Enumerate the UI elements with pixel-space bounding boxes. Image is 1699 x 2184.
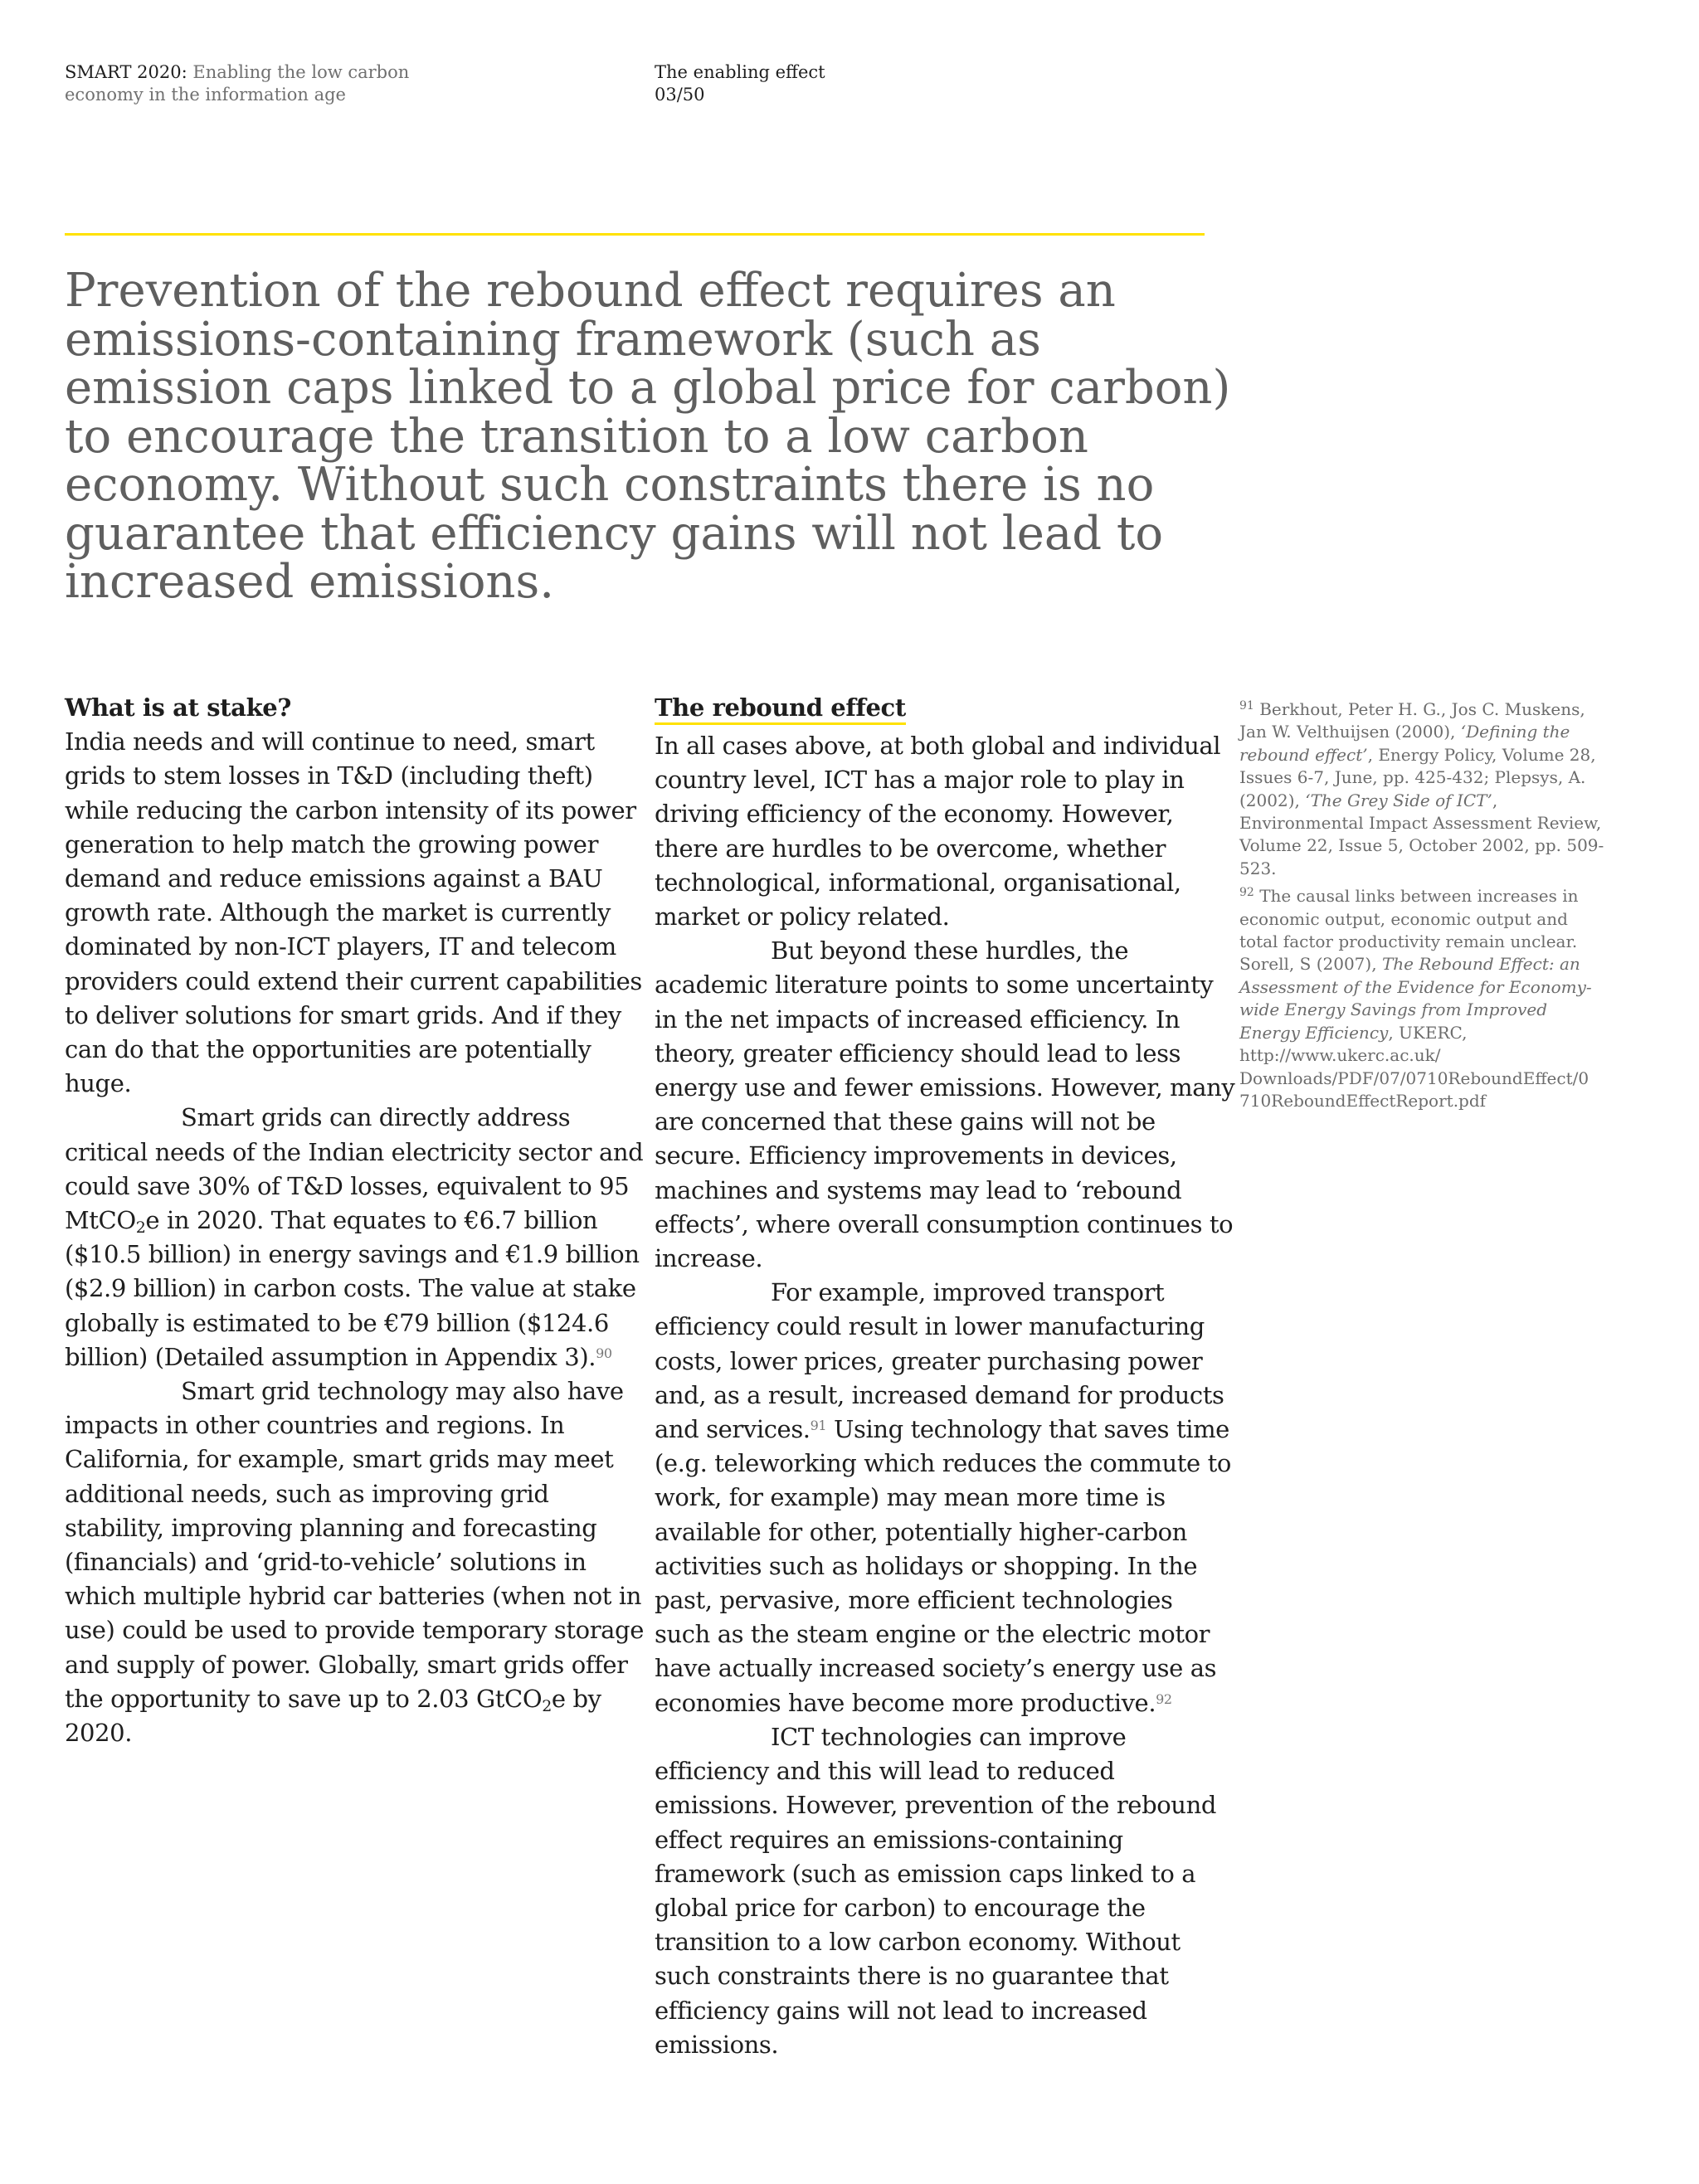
footnote-ref: 91 xyxy=(810,1418,827,1434)
yellow-divider xyxy=(65,233,1205,236)
column-rebound-effect xyxy=(655,691,1235,2062)
section-title: The enabling effect xyxy=(655,62,825,82)
doc-subtitle-line1: Enabling the low carbon xyxy=(192,62,410,82)
footnote-91: $^{91}$ Berkhout, Peter H. G., Jos C. Muskens, Jan W. Velthuijsen (2000), ‘Defining the rebound effect’, Energy Policy, Volume 28, Issues 6-7, June, pp. 425-432; Plepsys, A. (2002), ‘The Grey Side of ICT’, Environmental Impact Assessment Review, Volume 22, Issue 5, October 2002, pp. 509-523. xyxy=(1239,699,1604,878)
subscript: 2 xyxy=(135,1218,146,1238)
page-number: 03/50 xyxy=(655,85,705,105)
column-what-is-at-stake xyxy=(65,691,645,1750)
section-heading-stake: What is at stake? xyxy=(65,693,291,722)
paragraph: ICT technologies can improve efficiency and this will lead to reduced emissions. However, prevention of the rebound effect requires an emissions-containing framework (such as emission caps linked to a global price for carbon) to encourage the transition to a low carbon economy. Without such constraints there is no guarantee that efficiency gains will not lead to increased emissions. xyxy=(655,1722,1217,2059)
paragraph: Smart grid technology may also have impacts in other countries and regions. In California, for example, smart grids may meet additional needs, such as improving grid stability, improving planning and forecasting (financials) and ‘grid-to-vehicle’ solutions in which multiple hybrid car batteries (when not in use) could be used to provide temporary storage and supply of power. Globally, smart grids offer the opportunity to save up to 2.03 GtCO$_2$e by 2020. xyxy=(65,1377,644,1748)
footnote-ref: 92 xyxy=(1156,1690,1172,1707)
header-section xyxy=(655,61,1003,106)
doc-title: SMART 2020: xyxy=(65,62,187,82)
subscript: 2 xyxy=(542,1696,552,1715)
footnote-ref: 90 xyxy=(596,1345,612,1361)
header-doc-title xyxy=(65,61,413,106)
footnote-92: $^{92}$ The causal links between increases in economic output, economic output and total factor productivity remain unclear. Sorell, S (2007), The Rebound Effect: an Assessment of the Evidence for Economy-wide Energy Savings from Improved Energy Efficiency, UKERC, http://www.ukerc.ac.uk/ Downloads/PDF/07/0710ReboundEffect/0 710ReboundEffectReport.pdf xyxy=(1239,886,1592,1111)
section-heading-rebound: The rebound effect xyxy=(655,693,906,725)
pull-quote: Prevention of the rebound effect requires an emissions-containing framework (such as emission caps linked to a global price for carbon) to encourage the transition to a low carbon economy. Without such constraints there is no guarantee that efficiency gains will not lead to increased emissions. xyxy=(65,264,1231,609)
paragraph: In all cases above, at both global and individual country level, ICT has a major role to play in driving efficiency of the economy. However, there are hurdles to be overcome, whether technological, informational, organisational, market or policy related. xyxy=(655,732,1221,931)
doc-subtitle-line2: economy in the information age xyxy=(65,85,346,105)
paragraph: For example, improved transport efficiency could result in lower manufacturing costs, lower prices, greater purchasing power and, as a result, increased demand for products and services.$^{91}$ Using technology that saves time (e.g. teleworking which reduces the commute to work, for example) may mean more time is available for other, potentially higher-carbon activities such as holidays or shopping. In the past, pervasive, more efficient technologies such as the steam engine or the electric motor have actually increased society’s energy use as economies have become more productive.$^{92}$ xyxy=(655,1278,1231,1717)
paragraph: Smart grids can directly address critical needs of the Indian electricity sector and could save 30% of T&D losses, equivalent to 95 MtCO$_2$e in 2020. That equates to €6.7 billion ($10.5 billion) in energy savings and €1.9 billion ($2.9 billion) in carbon costs. The value at stake globally is estimated to be €79 billion ($124.6 billion) (Detailed assumption in Appendix 3).$^{90}$ xyxy=(65,1103,644,1371)
paragraph: India needs and will continue to need, smart grids to stem losses in T&D (including theft) while reducing the carbon intensity of its power generation to help match the growing power demand and reduce emissions against a BAU growth rate. Although the market is currently dominated by non-ICT players, IT and telecom providers could extend their current capabilities to deliver solutions for smart grids. And if they can do that the opportunities are potentially huge. xyxy=(65,727,642,1098)
footnotes xyxy=(1239,698,1604,1117)
paragraph: But beyond these hurdles, the academic literature points to some uncertainty in the net impacts of increased efficiency. In theory, greater efficiency should lead to less energy use and fewer emissions. However, many are concerned that these gains will not be secure. Efficiency improvements in devices, machines and systems may lead to ‘rebound effects’, where overall consumption continues to increase. xyxy=(655,936,1235,1273)
